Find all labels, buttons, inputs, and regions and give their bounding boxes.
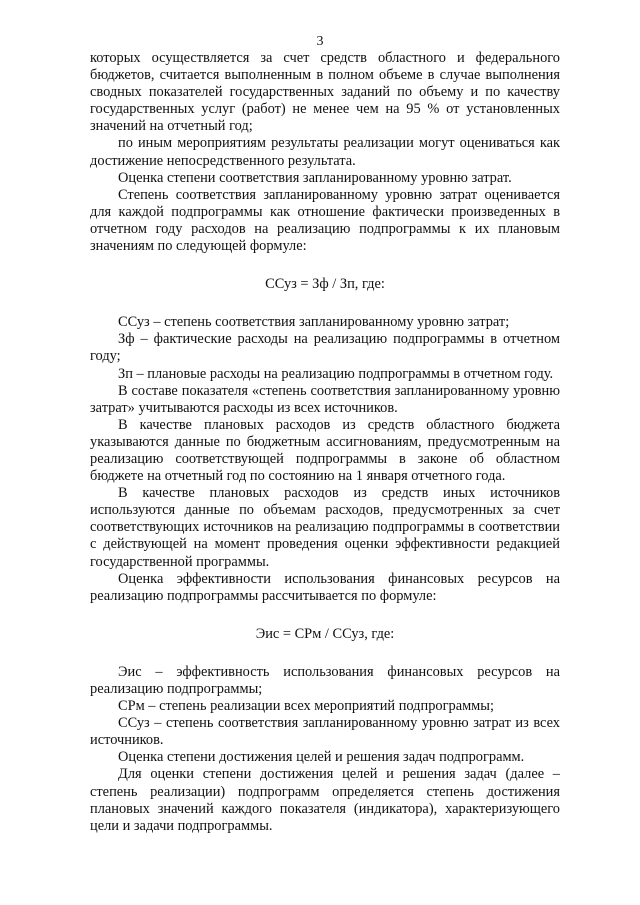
page-body [90,50,560,835]
formula-resource-efficiency: Эис = СРм / ССуз, где: [255,625,395,642]
page-number: 3 [316,34,324,49]
paragraph-10: Для оценки степени достижения целей и решения задач (далее – степень реализации) подпрограмм определяется степень достижения плановых значений каждого показателя (индикатора), характеризующего цели и задачи подпрограммы. [90,766,560,834]
definition-zp: Зп – плановые расходы на реализацию подпрограммы в отчетном году. [118,365,554,382]
definition-ssuz: ССуз – степень соответствия запланированному уровню затрат; [118,314,510,331]
paragraph-9: Оценка степени достижения целей и решения задач подпрограмм. [118,749,525,766]
paragraph-6: В качестве плановых расходов из средств областного бюджета указываются данные по бюджетным ассигнованиям, предусмотренным на реализацию соответствующей подпрограммы в законе об областном бюджете на отчетный год по состоянию на 1 января отчетного года. [90,416,560,485]
paragraph-1: которых осуществляется за счет средств областного и федерального бюджетов, считается выполненным в полном объеме в случае выполнения сводных показателей государственных заданий по объему и по качеству государственных услуг (работ) не менее чем на 95 % от установленных значений на отчетный год; [90,50,560,135]
paragraph-3: Оценка степени соответствия запланированному уровню затрат. [118,169,512,186]
formula-cost-compliance: ССуз = Зф / Зп, где: [265,276,385,293]
paragraph-8: Оценка эффективности использования финансовых ресурсов на реализацию подпрограммы рассчитывается по формуле: [90,570,560,604]
paragraph-7: В качестве плановых расходов из средств иных источников используются данные по объемам расходов, предусмотренных за счет соответствующих источников на реализацию подпрограммы в соответствии с действующей на момент проведения оценки эффективности редакцией государственной программы. [90,485,560,570]
definition-zf: Зф – фактические расходы на реализацию подпрограммы в отчетном году; [90,331,560,365]
definition-ssuz-all: ССуз – степень соответствия запланированному уровню затрат из всех источников. [90,715,560,749]
definition-srm: СРм – степень реализации всех мероприятий подпрограммы; [118,698,494,715]
paragraph-2: по иным мероприятиям результаты реализации могут оцениваться как достижение непосредственного результата. [90,135,560,169]
paragraph-4: Степень соответствия запланированному уровню затрат оценивается для каждой подпрограммы как отношение фактически произведенных в отчетном году расходов на реализацию подпрограммы к их плановым значениям по следующей формуле: [90,186,560,255]
paragraph-5: В составе показателя «степень соответствия запланированному уровню затрат» учитываются расходы из всех источников. [90,382,560,416]
definition-eis: Эис – эффективность использования финансовых ресурсов на реализацию подпрограммы; [90,663,560,697]
